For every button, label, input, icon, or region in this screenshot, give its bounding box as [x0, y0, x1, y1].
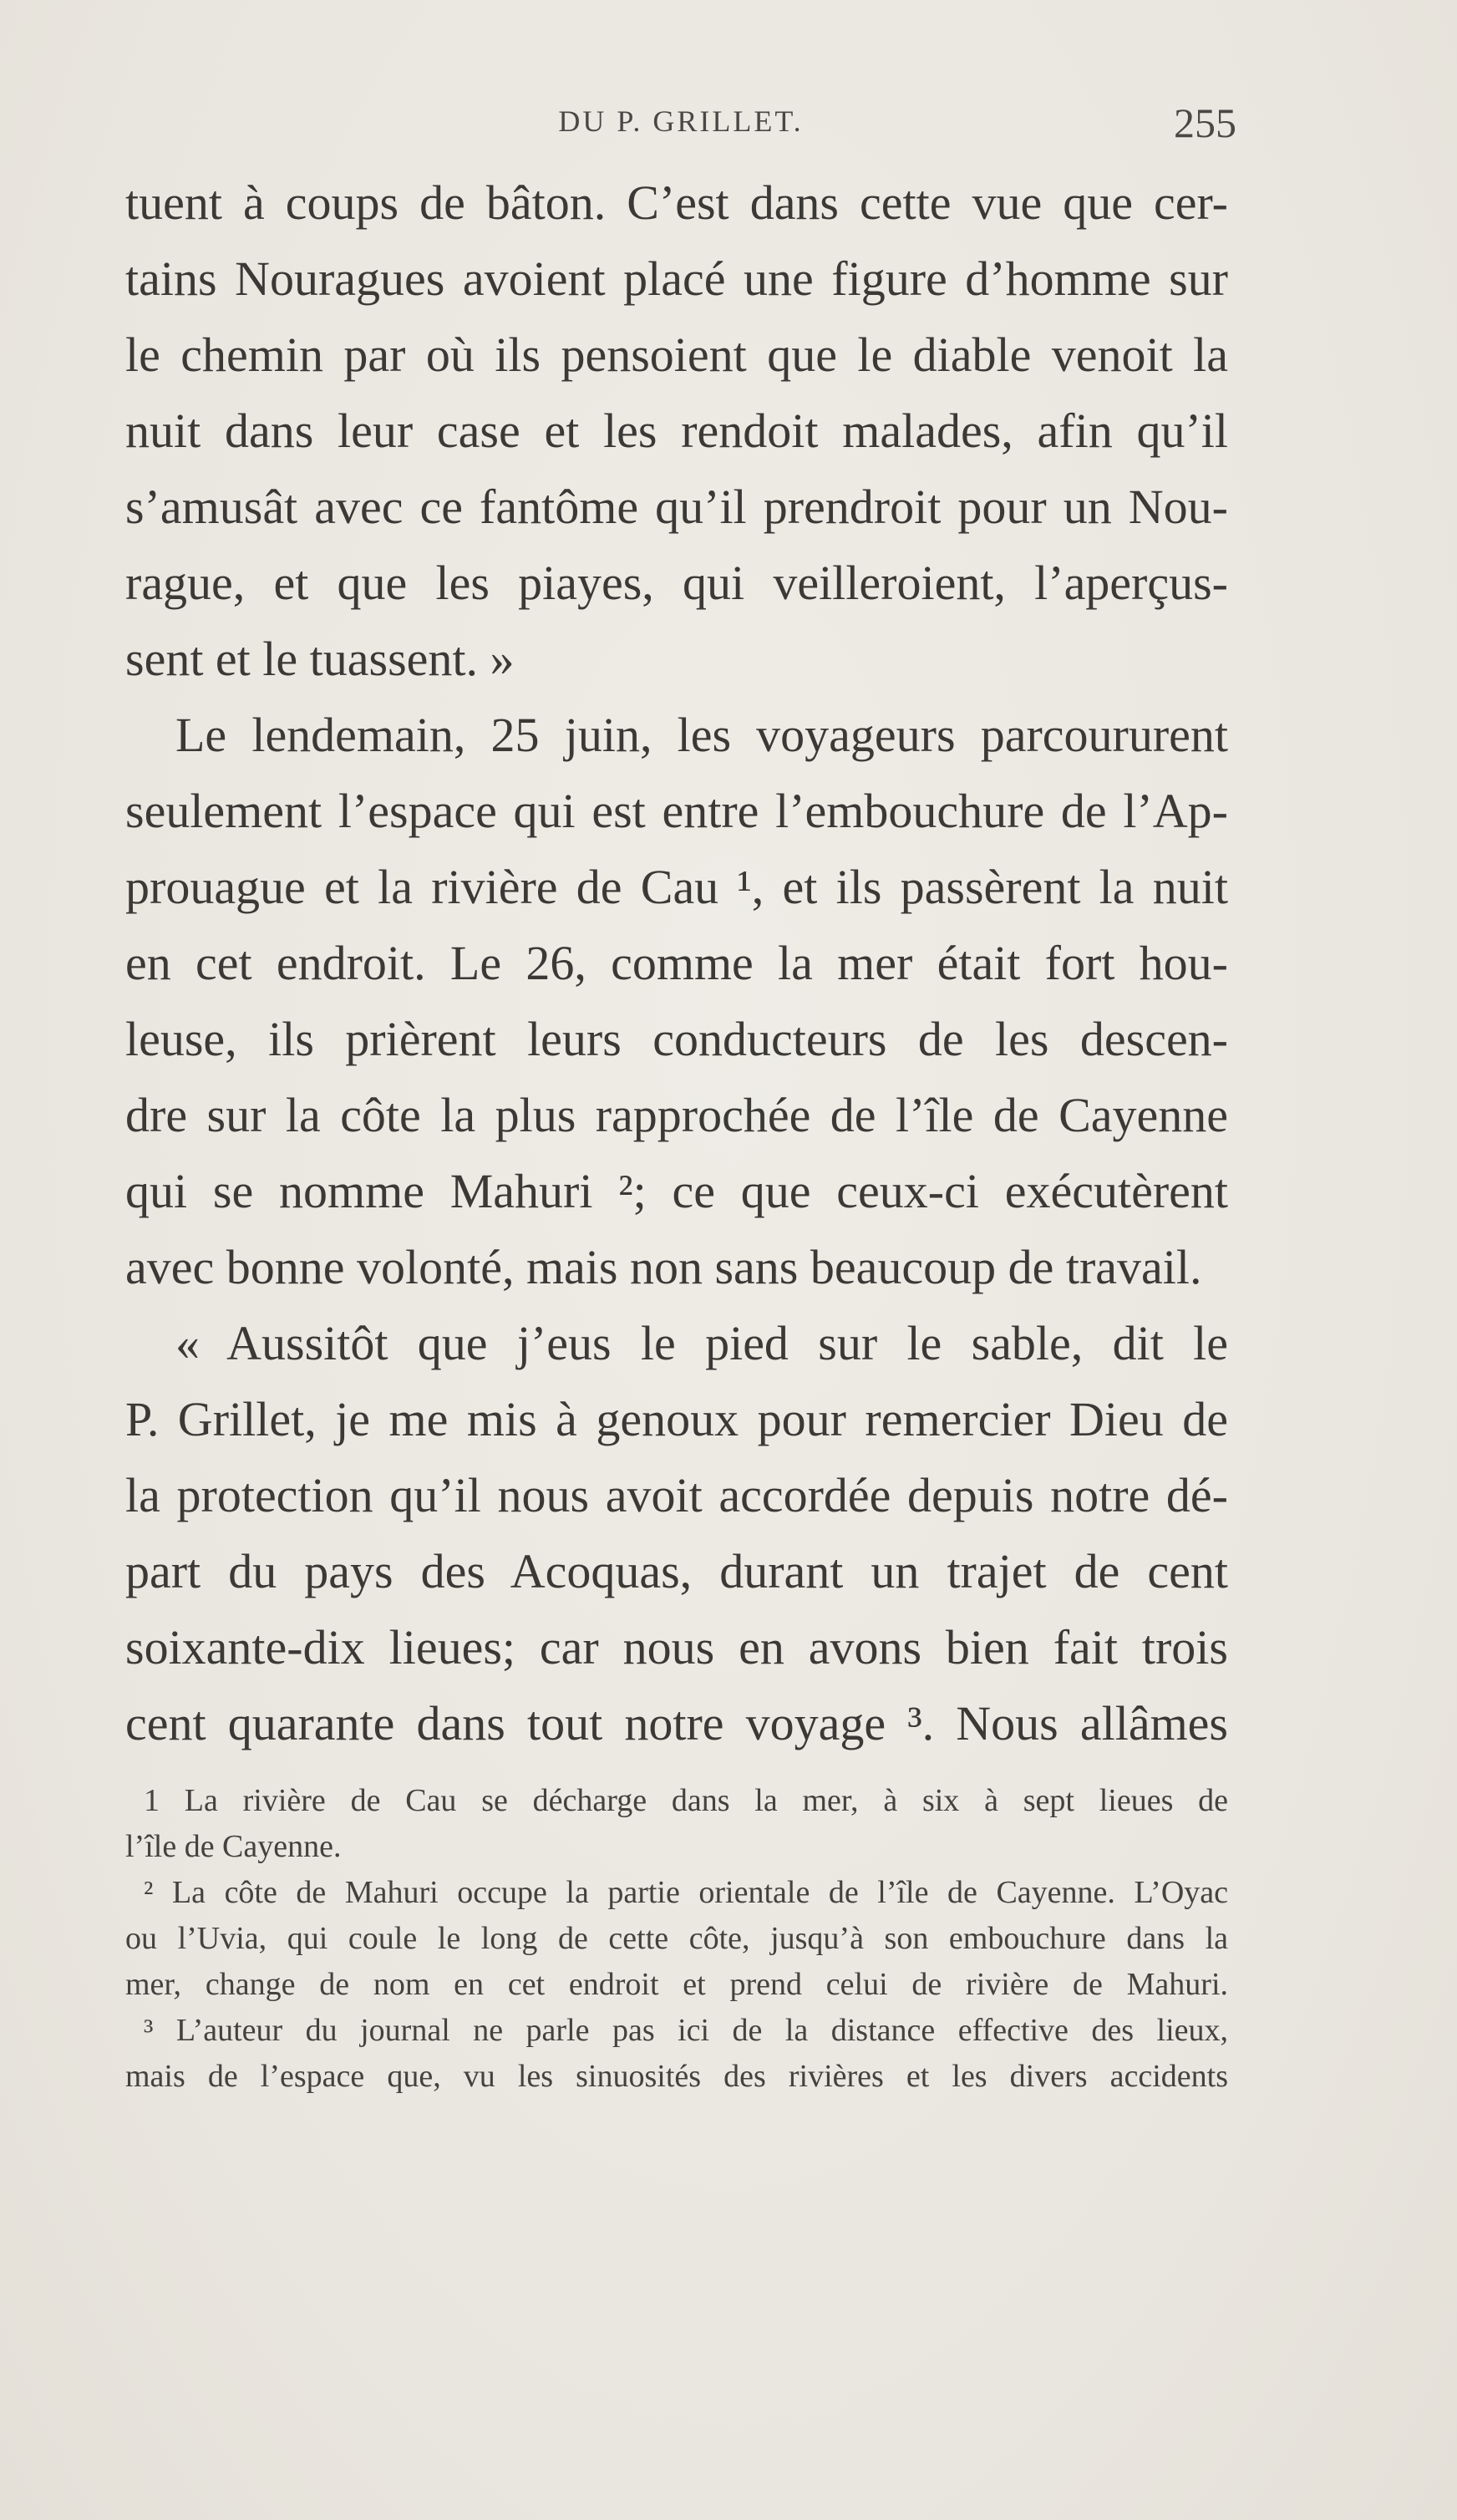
- page-number: 255: [1174, 99, 1236, 146]
- body-line: rague, et que les piayes, qui veilleroient, l’aperçus-: [125, 556, 1228, 610]
- body-line: en cet endroit. Le 26, comme la mer était fort hou-: [125, 936, 1228, 990]
- body-line: nuit dans leur case et les rendoit malades, afin qu’il: [125, 404, 1228, 458]
- body-text: [125, 165, 1228, 1761]
- body-line: tains Nouragues avoient placé une figure d’homme sur: [125, 251, 1228, 306]
- body-line: avec bonne volonté, mais non sans beaucoup de travail.: [125, 1240, 1202, 1294]
- footnote-line: ² La côte de Mahuri occupe la partie orientale de l’île de Cayenne. L’Oyac: [144, 1875, 1228, 1910]
- body-line: part du pays des Acoquas, durant un trajet de cent: [125, 1544, 1228, 1598]
- running-head: [125, 99, 1236, 149]
- body-line: qui se nomme Mahuri ²; ce que ceux-ci exécutèrent: [125, 1164, 1228, 1218]
- body-line: soixante-dix lieues; car nous en avons bien fait trois: [125, 1620, 1228, 1674]
- footnote-line: mais de l’espace que, vu les sinuosités des rivières et les divers accidents: [125, 2059, 1228, 2094]
- footnote-line: ou l’Uvia, qui coule le long de cette côte, jusqu’à son embouchure dans la: [125, 1921, 1228, 1956]
- body-line: « Aussitôt que j’eus le pied sur le sable, dit le: [175, 1316, 1228, 1370]
- running-title: DU P. GRILLET.: [558, 104, 804, 138]
- footnote-line: l’île de Cayenne.: [125, 1829, 342, 1864]
- body-line: la protection qu’il nous avoit accordée depuis notre dé-: [125, 1468, 1228, 1522]
- body-line: P. Grillet, je me mis à genoux pour remercier Dieu de: [125, 1392, 1228, 1446]
- body-line: leuse, ils prièrent leurs conducteurs de les descen-: [125, 1012, 1228, 1066]
- body-line: le chemin par où ils pensoient que le diable venoit la: [125, 328, 1228, 382]
- footnote-line: ³ L’auteur du journal ne parle pas ici de la distance effective des lieux,: [144, 2013, 1228, 2048]
- body-line: dre sur la côte la plus rapprochée de l’île de Cayenne: [125, 1088, 1228, 1142]
- body-line: Le lendemain, 25 juin, les voyageurs parcoururent: [175, 708, 1228, 762]
- footnote-line: mer, change de nom en cet endroit et prend celui de rivière de Mahuri.: [125, 1967, 1228, 2002]
- body-line: cent quarante dans tout notre voyage ³. Nous allâmes: [125, 1696, 1228, 1750]
- body-line: sent et le tuassent. »: [125, 632, 515, 686]
- body-line: tuent à coups de bâton. C’est dans cette vue que cer-: [125, 175, 1228, 230]
- footnotes: [125, 1778, 1228, 2100]
- body-line: prouague et la rivière de Cau ¹, et ils passèrent la nuit: [125, 860, 1228, 914]
- footnote-line: 1 La rivière de Cau se décharge dans la mer, à six à sept lieues de: [144, 1783, 1228, 1818]
- body-line: seulement l’espace qui est entre l’embouchure de l’Ap-: [125, 784, 1228, 838]
- body-line: s’amusât avec ce fantôme qu’il prendroit pour un Nou-: [125, 480, 1228, 534]
